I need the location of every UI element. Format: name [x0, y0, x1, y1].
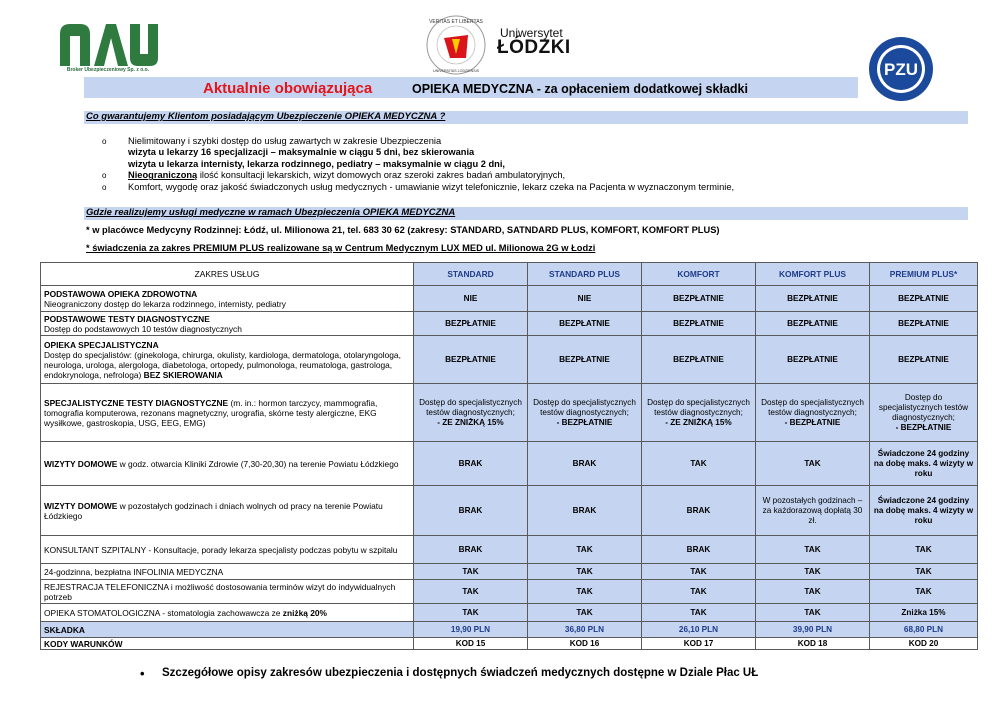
table-cell: TAK [642, 564, 756, 580]
table-cell: BEZPŁATNIE [642, 336, 756, 384]
premium-cell: 36,80 PLN [528, 622, 642, 638]
row-label: REJESTRACJA TELEFONICZNA i możliwość dostosowania terminów wizyt do indywidualnych potrzeb [41, 580, 414, 604]
cell-access-text: Dostęp do specjalistycznych testów diagnostycznych; [533, 397, 636, 417]
table-cell: BEZPŁATNIE [528, 312, 642, 336]
row-emphasis: BEZ SKIEROWANIA [141, 369, 223, 380]
title-text: OPIEKA MEDYCZNA - za opłaceniem dodatkowej składki [412, 82, 748, 96]
table-cell: BEZPŁATNIE [870, 336, 978, 384]
table-cell: BEZPŁATNIE [528, 336, 642, 384]
code-label: KODY WARUNKÓW [41, 638, 414, 650]
pzu-logo [868, 36, 934, 102]
bullet-text: ilość konsultacji lekarskich, wizyt domowych oraz szeroki zakres badań ambulatoryjnych, [197, 170, 566, 181]
premium-cell: 26,10 PLN [642, 622, 756, 638]
cell-emphasis: - ZE ZNIŻKĄ 15% [437, 417, 504, 427]
row-description: OPIEKA STOMATOLOGICZNA - stomatologia zachowawcza ze [44, 607, 283, 618]
pzu-mark-text: PZU [884, 60, 918, 79]
premium-label: SKŁADKA [41, 622, 414, 638]
coverage-table [40, 262, 978, 650]
table-cell: TAK [642, 604, 756, 622]
cell-access-text: Dostęp do specjalistycznych testów diagnostycznych; [647, 397, 750, 417]
seal-bottom-text: UNIVERSITAS LODZIENSIS [432, 69, 480, 73]
broker-caption: Broker Ubezpieczeniowy Sp. z o.o. [66, 67, 150, 73]
column-header: KOMFORT PLUS [756, 263, 870, 286]
table-cell: BEZPŁATNIE [870, 312, 978, 336]
table-cell: TAK [528, 564, 642, 580]
code-cell: KOD 20 [870, 638, 978, 650]
table-cell: BRAK [414, 442, 528, 486]
row-label [41, 442, 414, 486]
row-description: w godz. otwarcia Kliniki Zdrowie (7,30-20,30) na terenie Powiatu Łódzkiego [117, 458, 399, 469]
row-title: WIZYTY DOMOWE [44, 458, 118, 469]
table-row [41, 604, 978, 622]
row-description: Nieograniczony dostęp do lekarza rodzinnego, internisty, pediatry [44, 298, 286, 309]
bullet-text: wizyta u lekarzy 16 specjalizacji – maksymalnie w ciągu 5 dni, bez skierowania [128, 147, 475, 158]
table-cell: NIE [528, 286, 642, 312]
cell-access-text: Dostęp do specjalistycznych testów diagnostycznych; [761, 397, 864, 417]
table-cell: BEZPŁATNIE [756, 286, 870, 312]
table-cell: TAK [756, 604, 870, 622]
table-row [41, 442, 978, 486]
row-description: Dostęp do specjalistów: (ginekologa, chirurga, okulisty, kardiologa, dermatologa, otolaryngologa, neurologa, urologa, alergologa, diabetologa, ortopedy, pulmonologa, reumatologa, gastrologa, endokrynologa, nefrologa) [44, 349, 401, 380]
table-cell: BEZPŁATNIE [756, 336, 870, 384]
premium-row [41, 622, 978, 638]
table-cell [414, 384, 528, 442]
bullet-text: wizyta u lekarza internisty, lekarza rodzinnego, pediatry – maksymalnie w ciągu 2 dni, [128, 158, 505, 169]
premium-cell: 68,80 PLN [870, 622, 978, 638]
table-row [41, 564, 978, 580]
table-cell: Świadczone 24 godziny na dobę maks. 4 wizyty w roku [870, 486, 978, 536]
column-header-scope: ZAKRES USŁUG [41, 263, 414, 286]
table-cell: BEZPŁATNIE [642, 286, 756, 312]
university-name-line2: ŁÓDZKI [497, 37, 571, 58]
table-row [41, 286, 978, 312]
row-title: OPIEKA SPECJALISTYCZNA [44, 339, 159, 350]
table-cell: BEZPŁATNIE [414, 312, 528, 336]
list-item [100, 182, 734, 193]
footer-bullet: • [140, 666, 145, 681]
location-line2: * świadczenia za zakres PREMIUM PLUS realizowane są w Centrum Medycznym LUX MED ul. Milionowa 2G w Łodzi [86, 243, 596, 253]
row-description: Dostęp do podstawowych 10 testów diagnostycznych [44, 323, 242, 334]
cell-emphasis: - ZE ZNIŻKĄ 15% [665, 417, 732, 427]
premium-cell: 39,90 PLN [756, 622, 870, 638]
list-item [100, 136, 734, 147]
row-label: 24-godzinna, bezpłatna INFOLINIA MEDYCZNA [41, 564, 414, 580]
table-cell: BEZPŁATNIE [414, 336, 528, 384]
table-cell: TAK [756, 580, 870, 604]
column-header: KOMFORT [642, 263, 756, 286]
footer-text: Szczegółowe opisy zakresów ubezpieczenia i dostępnych świadczeń medycznych dostępne w Dziale Płac UŁ [162, 667, 759, 679]
table-row [41, 580, 978, 604]
cell-emphasis: - BEZPŁATNIE [895, 422, 952, 432]
list-item [100, 159, 734, 170]
code-cell: KOD 17 [642, 638, 756, 650]
seal-text: VERITAS ET LIBERTAS [429, 19, 483, 25]
row-label: KONSULTANT SZPITALNY - Konsultacje, porady lekarza specjalisty podczas pobytu w szpitalu [41, 536, 414, 564]
table-cell: TAK [414, 580, 528, 604]
table-cell [642, 384, 756, 442]
table-cell: BRAK [414, 486, 528, 536]
code-cell: KOD 16 [528, 638, 642, 650]
table-cell: TAK [870, 580, 978, 604]
table-cell: TAK [756, 442, 870, 486]
table-cell: TAK [528, 604, 642, 622]
table-cell: BEZPŁATNIE [870, 286, 978, 312]
cell-access-text: Dostęp do specjalistycznych testów diagnostycznych; [878, 392, 969, 422]
column-header: STANDARD [414, 263, 528, 286]
row-description: w pozostałych godzinach i dniach wolnych od pracy na terenie Powiatu Łódzkiego [44, 500, 383, 521]
table-cell: BEZPŁATNIE [642, 312, 756, 336]
row-title: PODSTAWOWE TESTY DIAGNOSTYCZNE [44, 313, 210, 324]
nau-logo [58, 20, 158, 72]
table-cell [756, 384, 870, 442]
code-cell: KOD 15 [414, 638, 528, 650]
table-cell: Zniżka 15% [870, 604, 978, 622]
benefits-list [100, 136, 734, 193]
table-cell: TAK [756, 536, 870, 564]
table-cell: TAK [870, 536, 978, 564]
row-title: SPECJALISTYCZNE TESTY DIAGNOSTYCZNE [44, 397, 229, 408]
row-label [41, 486, 414, 536]
section1-heading: Co gwarantujemy Klientom posiadającym Ubezpieczenie OPIEKA MEDYCZNA ? [86, 111, 446, 122]
list-item [100, 147, 734, 158]
table-cell: TAK [528, 580, 642, 604]
bullet-text: Komfort, wygodę oraz jakość świadczonych usług medycznych - umawianie wizyt telefonicznie, lekarz czeka na Pacjenta w wyznaczonym terminie, [128, 181, 735, 192]
list-item [100, 170, 734, 181]
table-cell: BRAK [528, 486, 642, 536]
cell-emphasis: - BEZPŁATNIE [784, 417, 841, 427]
row-title: WIZYTY DOMOWE [44, 500, 118, 511]
table-cell: TAK [642, 580, 756, 604]
table-cell: BRAK [414, 536, 528, 564]
row-label [41, 336, 414, 384]
row-label [41, 384, 414, 442]
university-name-line1: Uniwersytet [500, 26, 563, 40]
table-row [41, 536, 978, 564]
bullet-marker: o [102, 171, 107, 181]
table-row [41, 384, 978, 442]
table-cell [528, 384, 642, 442]
table-row [41, 336, 978, 384]
footer-note [140, 667, 758, 679]
table-cell: BEZPŁATNIE [756, 312, 870, 336]
table-cell: BRAK [528, 442, 642, 486]
table-cell: TAK [414, 564, 528, 580]
table-cell: TAK [870, 564, 978, 580]
bullet-marker: o [102, 137, 107, 146]
column-header: STANDARD PLUS [528, 263, 642, 286]
cell-emphasis: - BEZPŁATNIE [556, 417, 613, 427]
table-cell: BRAK [642, 536, 756, 564]
university-seal-logo [425, 14, 487, 76]
table-row [41, 312, 978, 336]
title-highlight: Aktualnie obowiązująca [203, 80, 373, 97]
table-row [41, 486, 978, 536]
table-cell [870, 384, 978, 442]
row-title: PODSTAWOWA OPIEKA ZDROWOTNA [44, 288, 198, 299]
column-header: PREMIUM PLUS* [870, 263, 978, 286]
code-cell: KOD 18 [756, 638, 870, 650]
table-cell: BRAK [642, 486, 756, 536]
table-cell: TAK [528, 536, 642, 564]
table-cell: TAK [756, 564, 870, 580]
table-header-row [41, 263, 978, 286]
table-cell: W pozostałych godzinach – za każdorazową dopłatą 30 zł. [756, 486, 870, 536]
row-label [41, 604, 414, 622]
bullet-marker: o [102, 182, 107, 192]
section2-heading: Gdzie realizujemy usługi medyczne w ramach Ubezpieczenia OPIEKA MEDYCZNA [86, 207, 456, 218]
cell-access-text: Dostęp do specjalistycznych testów diagnostycznych; [419, 397, 522, 417]
row-description: (m. in.: hormon tarczycy, mammografia, tomografia komputerowa, rezonans magnetyczny, urografia, skórne testy alergiczne, EKG wysiłkowe, gastroskopia, USG, EEG, EMG) [44, 397, 378, 428]
table-cell: NIE [414, 286, 528, 312]
location-line1: * w placówce Medycyny Rodzinnej: Łódź, ul. Milionowa 21, tel. 683 30 62 (zakresy: STANDARD, SATNDARD PLUS, KOMFORT, KOMFORT PLUS) [86, 225, 720, 235]
row-emphasis: zniżką 20% [282, 607, 328, 618]
premium-cell: 19,90 PLN [414, 622, 528, 638]
table-cell: TAK [414, 604, 528, 622]
code-row [41, 638, 978, 650]
table-cell: TAK [642, 442, 756, 486]
row-label [41, 286, 414, 312]
table-cell: Świadczone 24 godziny na dobę maks. 4 wizyty w roku [870, 442, 978, 486]
bullet-emphasis: Nieograniczoną [128, 170, 198, 181]
row-label [41, 312, 414, 336]
bullet-text: Nielimitowany i szybki dostęp do usług zawartych w zakresie Ubezpieczenia [128, 136, 442, 146]
